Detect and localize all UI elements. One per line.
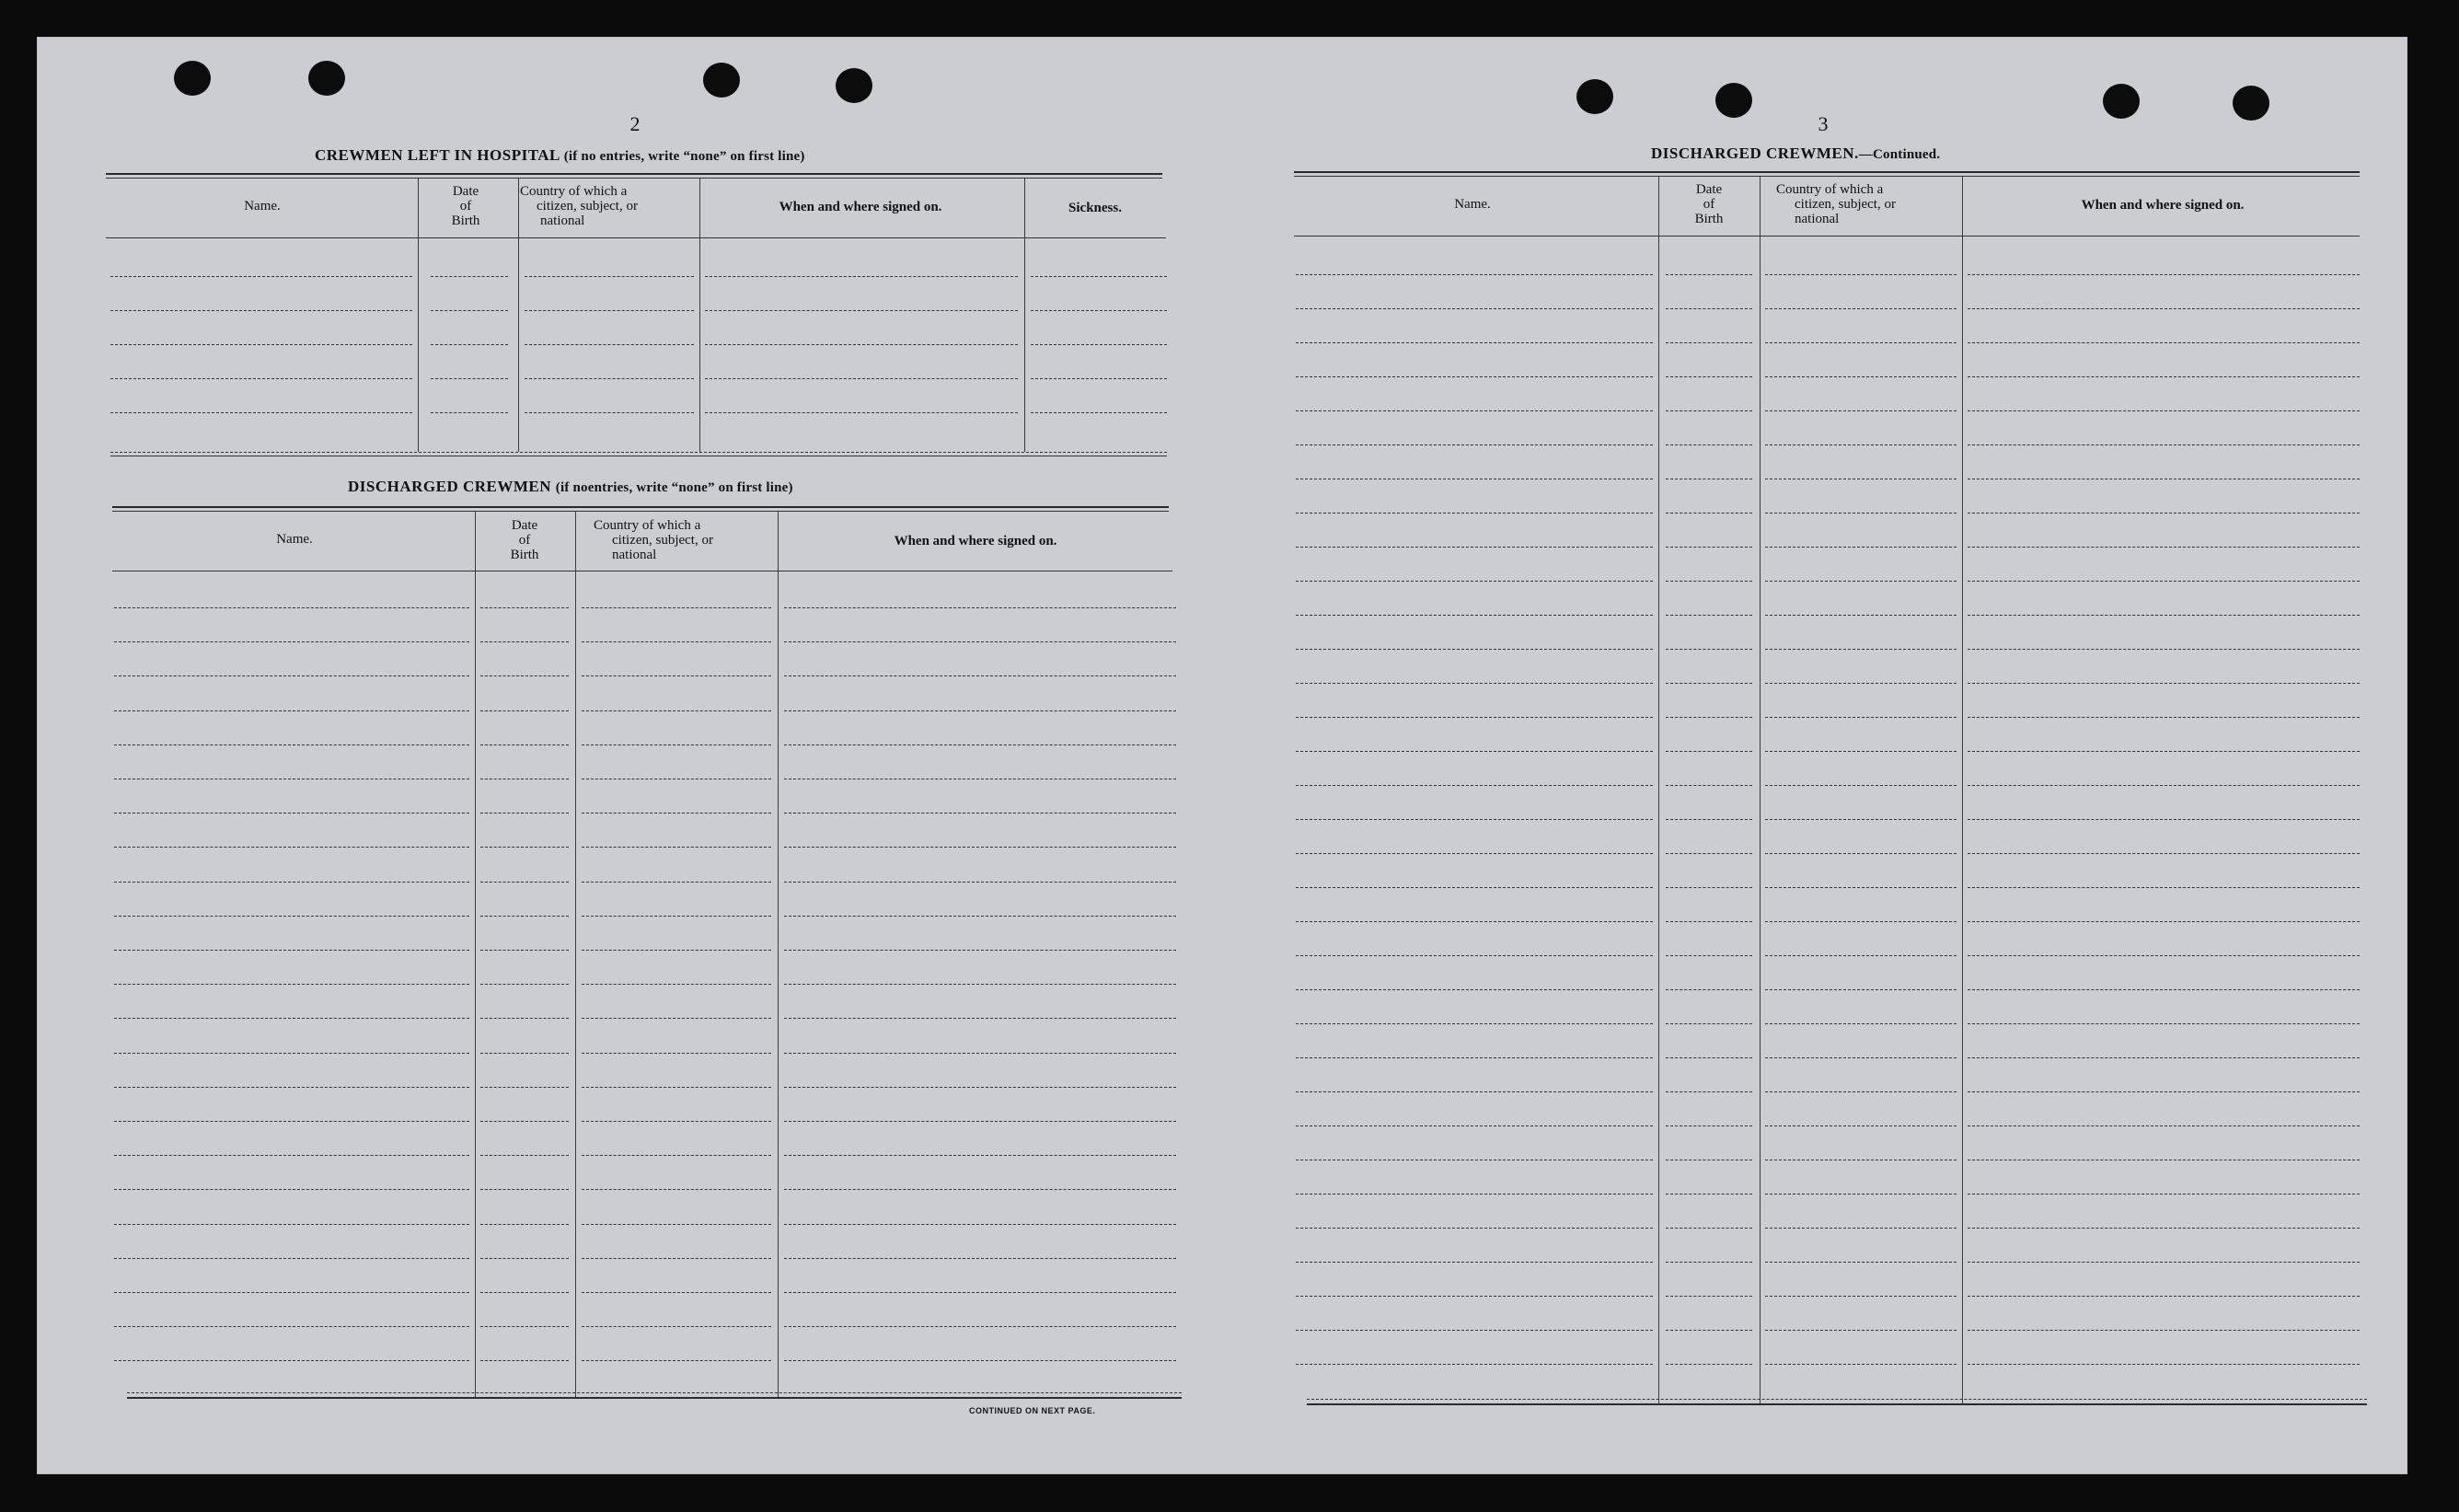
entry-line (1666, 785, 1752, 786)
entry-line (114, 984, 469, 985)
entry-line (525, 344, 694, 345)
punch-hole (308, 61, 345, 96)
entry-line (114, 1258, 469, 1259)
column-divider (1962, 177, 1963, 1403)
entry-line (480, 813, 569, 814)
entry-line (114, 1189, 469, 1190)
entry-line (582, 1326, 771, 1327)
entry-line (582, 1292, 771, 1293)
entry-line (1296, 717, 1653, 718)
entry-line (1765, 1194, 1957, 1195)
table-rule (106, 173, 1162, 175)
entry-line (1296, 1023, 1653, 1024)
column-divider (475, 512, 476, 1397)
entry-line (1968, 717, 2360, 718)
entry-line (784, 1224, 1176, 1225)
entry-line (110, 276, 412, 277)
entry-line (1031, 412, 1167, 413)
entry-line (110, 310, 412, 311)
entry-line (582, 1155, 771, 1156)
entry-line (1968, 853, 2360, 854)
entry-line (582, 1053, 771, 1054)
entry-line (784, 744, 1176, 745)
entry-line (1666, 887, 1752, 888)
entry-line (1666, 615, 1752, 616)
entry-line (582, 1087, 771, 1088)
entry-line (114, 1360, 469, 1361)
entry-line (1765, 955, 1957, 956)
entry-line (114, 1018, 469, 1019)
entry-line (1765, 717, 1957, 718)
table-rule (1307, 1403, 2367, 1405)
entry-line (1765, 1057, 1957, 1058)
entry-line (1666, 717, 1752, 718)
entry-line (582, 744, 771, 745)
entry-line (1765, 649, 1957, 650)
entry-line (1765, 887, 1957, 888)
entry-line (1296, 1364, 1653, 1365)
entry-line (1968, 921, 2360, 922)
discharged-continued-title: DISCHARGED CREWMEN.—Continued. (1651, 144, 1941, 162)
punch-hole (703, 63, 740, 98)
entry-line (1765, 853, 1957, 854)
entry-line (1031, 378, 1167, 379)
entry-line (114, 1121, 469, 1122)
entry-line (1296, 989, 1653, 990)
entry-line (1765, 751, 1957, 752)
entry-line (1765, 1091, 1957, 1092)
entry-line (1296, 853, 1653, 854)
entry-line (1765, 989, 1957, 990)
entry-line (480, 710, 569, 711)
entry-line (114, 675, 469, 676)
entry-line (582, 1018, 771, 1019)
entry-line (1296, 819, 1653, 820)
entry-line (582, 847, 771, 848)
entry-line (1765, 1330, 1957, 1331)
column-header-country: Country of which a citizen, subject, or national (1776, 182, 1896, 226)
column-header-date-of-birth: Date of Birth (510, 518, 539, 562)
entry-line (1666, 921, 1752, 922)
entry-line (1666, 751, 1752, 752)
entry-line (480, 1258, 569, 1259)
column-header-signed-on: When and where signed on. (779, 200, 942, 214)
entry-line (784, 1292, 1176, 1293)
entry-line (114, 1155, 469, 1156)
continued-note: CONTINUED ON NEXT PAGE. (969, 1406, 1096, 1415)
entry-line (705, 412, 1018, 413)
entry-line (480, 1053, 569, 1054)
entry-line (1765, 785, 1957, 786)
entry-line (784, 1087, 1176, 1088)
entry-line (1968, 1125, 2360, 1126)
entry-line (582, 641, 771, 642)
entry-line (114, 1224, 469, 1225)
entry-line (784, 607, 1176, 608)
hospital-section-title: CREWMEN LEFT IN HOSPITAL (if no entries, write “none” on first line) (315, 146, 805, 164)
entry-line (1968, 444, 2360, 445)
entry-line (784, 950, 1176, 951)
entry-line (1296, 1194, 1653, 1195)
entry-line (1765, 581, 1957, 582)
entry-line (784, 813, 1176, 814)
entry-line (1666, 1023, 1752, 1024)
entry-line (1296, 785, 1653, 786)
entry-line (114, 1292, 469, 1293)
entry-line (1765, 513, 1957, 514)
entry-line (1968, 819, 2360, 820)
entry-line (1666, 342, 1752, 343)
entry-line (1765, 1023, 1957, 1024)
entry-line (431, 310, 508, 311)
entry-line (1968, 1364, 2360, 1365)
table-rule (106, 178, 1162, 179)
entry-line (114, 1053, 469, 1054)
entry-line (1296, 342, 1653, 343)
entry-line (705, 344, 1018, 345)
entry-line (1296, 955, 1653, 956)
entry-line (1296, 615, 1653, 616)
column-header-date-of-birth: Date of Birth (1694, 182, 1724, 226)
entry-line (1968, 1296, 2360, 1297)
entry-line (1666, 547, 1752, 548)
table-rule (112, 511, 1169, 512)
table-rule (112, 506, 1169, 508)
column-header-signed-on: When and where signed on. (2081, 198, 2245, 213)
entry-line (1968, 649, 2360, 650)
entry-line (1296, 444, 1653, 445)
page-number: 2 (629, 112, 641, 135)
entry-line (1765, 1125, 1957, 1126)
entry-line (1666, 1364, 1752, 1365)
entry-line (525, 310, 694, 311)
punch-hole (174, 61, 211, 96)
entry-line (114, 916, 469, 917)
entry-line (1968, 989, 2360, 990)
entry-line (1666, 649, 1752, 650)
entry-line (1765, 376, 1957, 377)
entry-line (784, 1258, 1176, 1259)
entry-line (1666, 955, 1752, 956)
column-divider (1658, 177, 1659, 1403)
entry-line (1666, 1125, 1752, 1126)
entry-line (784, 882, 1176, 883)
entry-line (525, 378, 694, 379)
column-header-name: Name. (1454, 197, 1491, 212)
entry-line (582, 813, 771, 814)
entry-line (1666, 819, 1752, 820)
entry-line (1968, 410, 2360, 411)
table-rule (1307, 1399, 2367, 1400)
entry-line (1968, 308, 2360, 309)
entry-line (1666, 308, 1752, 309)
column-header-sickness: Sickness. (1068, 201, 1122, 215)
entry-line (114, 607, 469, 608)
entry-line (1666, 1194, 1752, 1195)
entry-line (1296, 513, 1653, 514)
entry-line (1968, 1091, 2360, 1092)
column-divider (1024, 179, 1025, 452)
entry-line (1765, 547, 1957, 548)
entry-line (582, 607, 771, 608)
entry-line (480, 607, 569, 608)
entry-line (480, 1360, 569, 1361)
entry-line (1296, 683, 1653, 684)
entry-line (480, 950, 569, 951)
entry-line (114, 744, 469, 745)
entry-line (1765, 274, 1957, 275)
entry-line (1666, 683, 1752, 684)
entry-line (114, 641, 469, 642)
entry-line (582, 916, 771, 917)
punch-hole (2233, 86, 2269, 121)
entry-line (1296, 1228, 1653, 1229)
punch-hole (1715, 83, 1752, 118)
column-header-name: Name. (244, 199, 281, 214)
entry-line (582, 1258, 771, 1259)
entry-line (1765, 1262, 1957, 1263)
entry-line (1296, 274, 1653, 275)
discharged-section-title: DISCHARGED CREWMEN (if noentries, write “none” on first line) (348, 478, 793, 495)
entry-line (114, 1087, 469, 1088)
punch-hole (2103, 84, 2140, 119)
column-divider (699, 179, 700, 452)
table-rule (127, 1392, 1182, 1393)
entry-line (1666, 1057, 1752, 1058)
entry-line (1968, 751, 2360, 752)
entry-line (1765, 342, 1957, 343)
entry-line (480, 1087, 569, 1088)
entry-line (110, 378, 412, 379)
entry-line (480, 1155, 569, 1156)
entry-line (1968, 955, 2360, 956)
entry-line (784, 1053, 1176, 1054)
entry-line (784, 675, 1176, 676)
entry-line (110, 344, 412, 345)
entry-line (431, 378, 508, 379)
entry-line (1296, 376, 1653, 377)
entry-line (431, 412, 508, 413)
entry-line (525, 276, 694, 277)
entry-line (582, 675, 771, 676)
entry-line (480, 1326, 569, 1327)
entry-line (1765, 308, 1957, 309)
entry-line (1968, 1194, 2360, 1195)
entry-line (1296, 308, 1653, 309)
entry-line (784, 1189, 1176, 1190)
entry-line (1968, 1023, 2360, 1024)
entry-line (114, 710, 469, 711)
entry-line (1666, 1091, 1752, 1092)
entry-line (1296, 1330, 1653, 1331)
entry-line (1765, 1296, 1957, 1297)
table-rule (1294, 176, 2360, 177)
entry-line (1765, 615, 1957, 616)
table-rule (1294, 171, 2360, 173)
entry-line (1296, 751, 1653, 752)
entry-line (1968, 615, 2360, 616)
column-header-name: Name. (276, 532, 313, 547)
entry-line (480, 916, 569, 917)
entry-line (1968, 581, 2360, 582)
entry-line (1296, 410, 1653, 411)
header-rule (106, 237, 1166, 238)
entry-line (582, 984, 771, 985)
entry-line (784, 1121, 1176, 1122)
entry-line (1296, 581, 1653, 582)
entry-line (480, 847, 569, 848)
entry-line (1765, 921, 1957, 922)
entry-line (1765, 683, 1957, 684)
table-rule (127, 1397, 1182, 1399)
entry-line (1296, 649, 1653, 650)
entry-line (114, 1326, 469, 1327)
entry-line (1296, 1125, 1653, 1126)
entry-line (582, 950, 771, 951)
entry-line (1666, 989, 1752, 990)
entry-line (114, 847, 469, 848)
entry-line (1765, 410, 1957, 411)
entry-line (1968, 785, 2360, 786)
entry-line (480, 641, 569, 642)
punch-hole (1576, 79, 1613, 114)
entry-line (1765, 1228, 1957, 1229)
entry-line (1666, 274, 1752, 275)
entry-line (784, 847, 1176, 848)
entry-line (114, 950, 469, 951)
entry-line (431, 344, 508, 345)
entry-line (1968, 1057, 2360, 1058)
entry-line (1031, 310, 1167, 311)
entry-line (1031, 344, 1167, 345)
entry-line (784, 1360, 1176, 1361)
entry-line (705, 378, 1018, 379)
entry-line (480, 1018, 569, 1019)
entry-line (1666, 1262, 1752, 1263)
column-divider (778, 512, 779, 1397)
entry-line (582, 1189, 771, 1190)
entry-line (1296, 1262, 1653, 1263)
entry-line (582, 710, 771, 711)
entry-line (1968, 513, 2360, 514)
entry-line (480, 984, 569, 985)
entry-line (784, 916, 1176, 917)
column-divider (418, 179, 419, 452)
entry-line (114, 813, 469, 814)
entry-line (1765, 819, 1957, 820)
entry-line (582, 882, 771, 883)
header-rule (1294, 236, 2360, 237)
entry-line (1031, 276, 1167, 277)
entry-line (1968, 274, 2360, 275)
entry-line (480, 1292, 569, 1293)
entry-line (480, 882, 569, 883)
column-divider (1760, 177, 1761, 1403)
entry-line (784, 1326, 1176, 1327)
page-number: 3 (1818, 112, 1829, 135)
entry-line (1296, 921, 1653, 922)
entry-line (480, 1121, 569, 1122)
column-divider (575, 512, 576, 1397)
entry-line (110, 412, 412, 413)
entry-line (1968, 1330, 2360, 1331)
entry-line (1666, 376, 1752, 377)
column-divider (518, 179, 519, 452)
entry-line (1666, 853, 1752, 854)
entry-line (1968, 1228, 2360, 1229)
entry-line (1666, 1296, 1752, 1297)
entry-line (1296, 1091, 1653, 1092)
entry-line (1666, 581, 1752, 582)
entry-line (1296, 1057, 1653, 1058)
entry-line (1968, 547, 2360, 548)
entry-line (705, 276, 1018, 277)
entry-line (480, 1189, 569, 1190)
column-header-country: Country of which a citizen, subject, or national (594, 518, 713, 562)
entry-line (1296, 887, 1653, 888)
entry-line (431, 276, 508, 277)
entry-line (705, 310, 1018, 311)
entry-line (784, 710, 1176, 711)
entry-line (1666, 410, 1752, 411)
entry-line (480, 744, 569, 745)
entry-line (1296, 1296, 1653, 1297)
entry-line (1968, 1262, 2360, 1263)
entry-line (582, 1224, 771, 1225)
entry-line (1666, 1228, 1752, 1229)
entry-line (1296, 547, 1653, 548)
entry-line (525, 412, 694, 413)
entry-line (582, 1121, 771, 1122)
entry-line (480, 675, 569, 676)
entry-line (114, 882, 469, 883)
entry-line (1968, 342, 2360, 343)
entry-line (480, 1224, 569, 1225)
entry-line (1968, 683, 2360, 684)
entry-line (1968, 887, 2360, 888)
column-header-signed-on: When and where signed on. (894, 534, 1057, 548)
punch-hole (836, 68, 872, 103)
entry-line (784, 984, 1176, 985)
entry-line (1765, 444, 1957, 445)
table-rule (110, 452, 1167, 453)
entry-line (1666, 513, 1752, 514)
column-header-date-of-birth: Date of Birth (451, 184, 480, 228)
entry-line (784, 641, 1176, 642)
column-header-country: Country of which a citizen, subject, or national (520, 184, 638, 228)
entry-line (784, 1155, 1176, 1156)
entry-line (1765, 1364, 1957, 1365)
entry-line (1666, 1330, 1752, 1331)
entry-line (784, 1018, 1176, 1019)
entry-line (582, 1360, 771, 1361)
entry-line (1968, 376, 2360, 377)
entry-line (1666, 444, 1752, 445)
